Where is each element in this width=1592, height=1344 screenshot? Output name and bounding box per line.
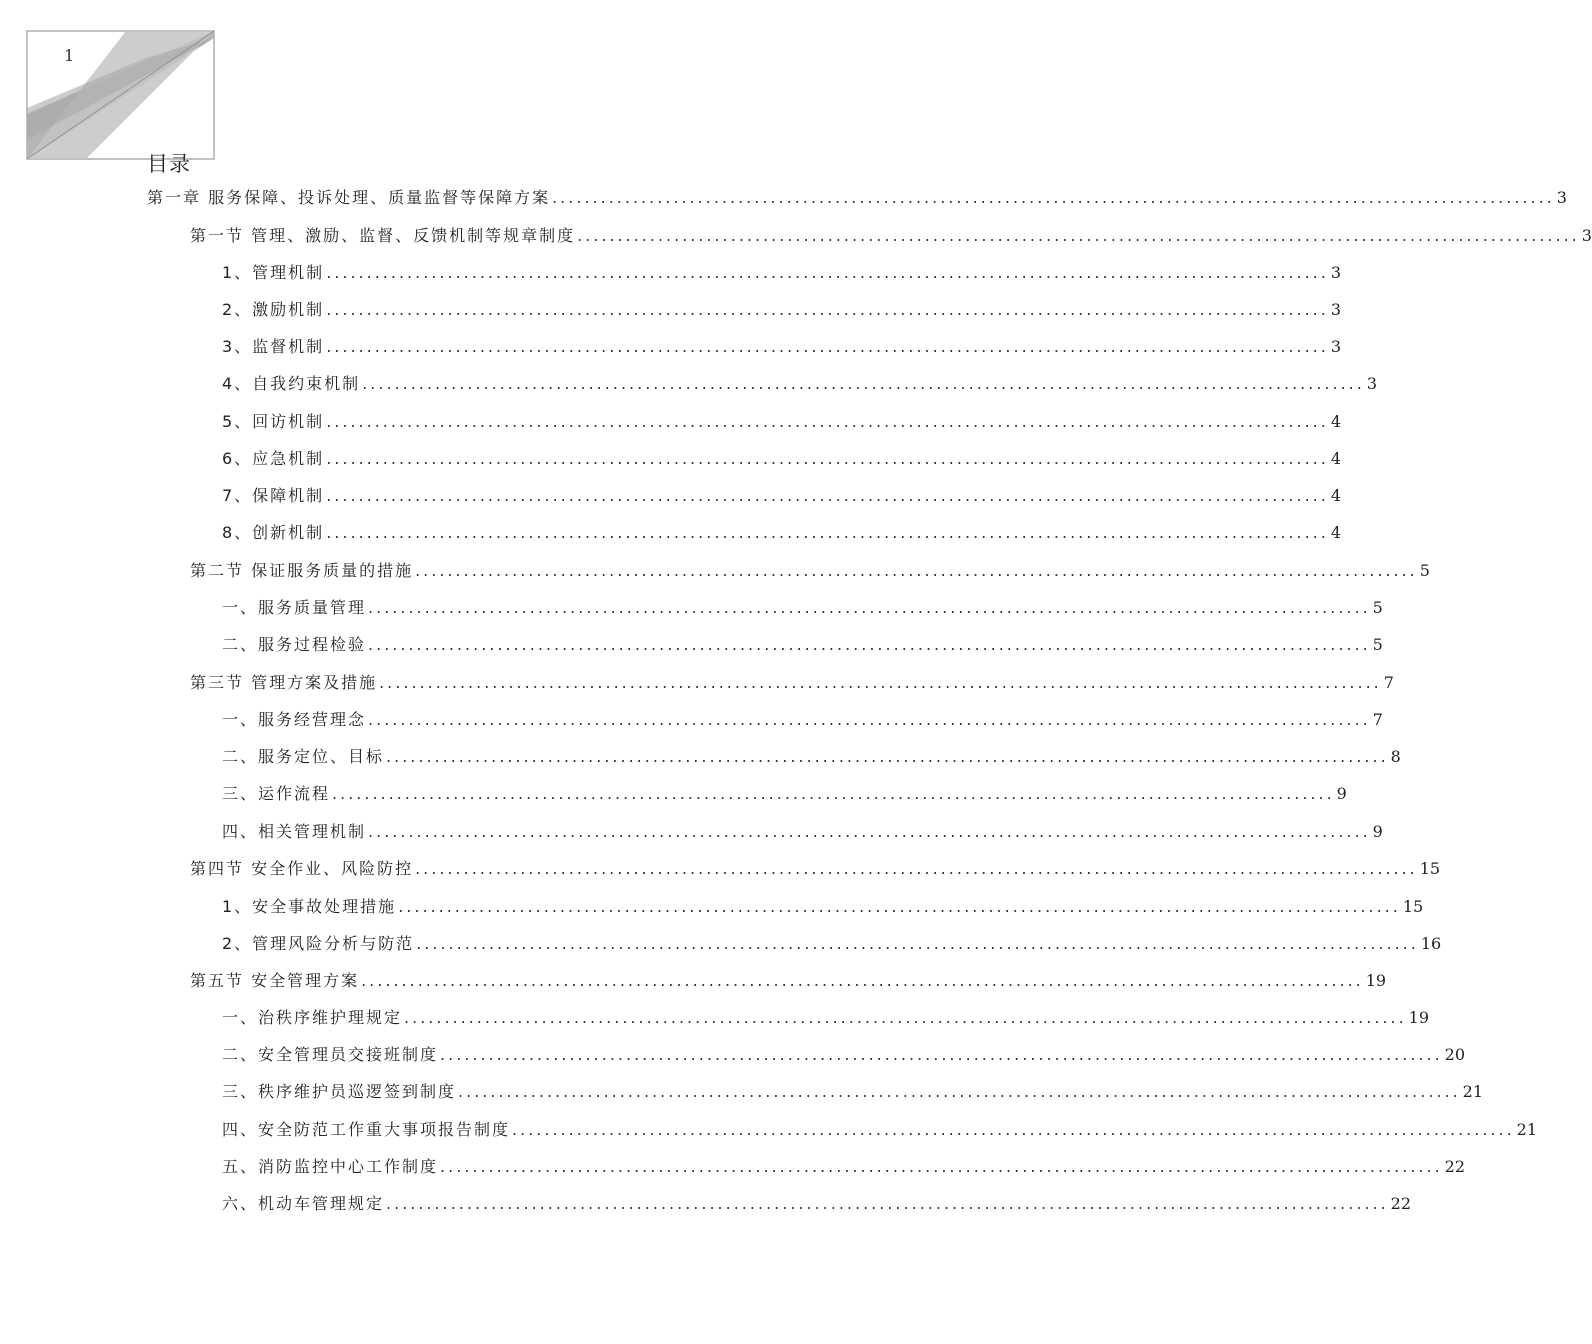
toc-entry-label: 第五节 安全管理方案 [190,971,360,990]
toc-entry[interactable] [222,597,1383,619]
toc-entry-label: 一、服务经营理念 [222,710,367,729]
toc-leader-dots: ............................................................................................................................ [326,300,1329,319]
toc-entry-label: 3、监督机制 [222,337,325,356]
toc-leader-dots: ............................................................................................................................ [404,1008,1407,1027]
toc-leader-dots: ............................................................................................................................ [386,1194,1389,1213]
toc-leader-dots: ............................................................................................................................ [440,1045,1443,1064]
toc-leader-dots: ............................................................................................................................ [326,337,1329,356]
toc-entry-label: 三、运作流程 [222,784,331,803]
toc-entry-label: 二、服务过程检验 [222,635,367,654]
toc-entry[interactable] [190,672,1394,694]
toc-entry-label: 6、应急机制 [222,449,325,468]
toc-entry-label: 7、保障机制 [222,486,325,505]
toc-entry-label: 第一章 服务保障、投诉处理、质量监督等保障方案 [147,188,551,207]
toc-leader-dots: ............................................................................................................................ [326,523,1329,542]
toc-entry[interactable] [222,1007,1430,1029]
toc-entry-label: 2、激励机制 [222,300,325,319]
toc-entry-page: 3 [1581,226,1592,245]
toc-leader-dots: ............................................................................................................................ [326,486,1329,505]
toc-entry-page: 20 [1444,1045,1466,1064]
toc-entry-page: 21 [1516,1120,1538,1139]
toc-entry-page: 5 [1372,635,1383,654]
toc-entry[interactable] [147,187,1567,209]
toc-entry-page: 21 [1462,1082,1484,1101]
toc-entry[interactable] [222,522,1342,544]
toc-leader-dots: ............................................................................................................................ [368,635,1371,654]
toc-entry-label: 二、安全管理员交接班制度 [222,1045,439,1064]
toc-entry-label: 第三节 管理方案及措施 [190,673,378,692]
toc-entry[interactable] [222,1081,1484,1103]
toc-entry[interactable] [222,1119,1538,1141]
page-number: 1 [64,46,75,65]
toc-entry-page: 8 [1390,747,1401,766]
toc-entry-page: 3 [1366,374,1378,393]
toc-leader-dots: ............................................................................................................................ [326,263,1329,282]
toc-entry-label: 三、秩序维护员巡逻签到制度 [222,1082,457,1101]
toc-leader-dots: ............................................................................................................................ [512,1120,1515,1139]
toc-entry-page: 3 [1330,263,1342,282]
toc-entry[interactable] [222,373,1378,395]
toc-entry-page: 3 [1330,337,1342,356]
toc-entry[interactable] [190,225,1592,247]
toc-entry-label: 第一节 管理、激励、监督、反馈机制等规章制度 [190,226,576,245]
toc-entry-label: 1、安全事故处理措施 [222,897,397,916]
corner-decoration-graphic [26,30,216,162]
toc-entry-label: 四、安全防范工作重大事项报告制度 [222,1120,511,1139]
toc-entry[interactable] [222,746,1401,768]
toc-entry-page: 15 [1419,859,1441,878]
toc-leader-dots: ............................................................................................................................ [398,897,1401,916]
toc-leader-dots: ............................................................................................................................ [368,598,1371,617]
toc-entry-label: 一、服务质量管理 [222,598,367,617]
toc-entry[interactable] [222,821,1383,843]
toc-entry[interactable] [222,634,1383,656]
toc-leader-dots: ............................................................................................................................ [326,412,1329,431]
toc-entry[interactable] [222,709,1383,731]
toc-entry-page: 22 [1444,1157,1466,1176]
toc-entry[interactable] [222,411,1342,433]
toc-entry-page: 7 [1372,710,1383,729]
toc-entry-page: 22 [1390,1194,1412,1213]
toc-leader-dots: ............................................................................................................................ [458,1082,1461,1101]
toc-entry-label: 第二节 保证服务质量的措施 [190,561,414,580]
toc-entry[interactable] [222,933,1442,955]
toc-entry-label: 二、服务定位、目标 [222,747,385,766]
toc-leader-dots: ............................................................................................................................ [368,822,1371,841]
toc-leader-dots: ............................................................................................................................ [386,747,1389,766]
toc-entry[interactable] [190,858,1441,880]
toc-leader-dots: ............................................................................................................................ [332,784,1335,803]
toc-entry-label: 2、管理风险分析与防范 [222,934,415,953]
toc-entry-page: 4 [1330,523,1342,542]
toc-leader-dots: ............................................................................................................................ [368,710,1371,729]
toc-entry[interactable] [222,1044,1466,1066]
toc-entry-label: 8、创新机制 [222,523,325,542]
toc-entry-page: 4 [1330,412,1342,431]
toc-entry-label: 五、消防监控中心工作制度 [222,1157,439,1176]
toc-entry[interactable] [222,299,1342,321]
toc-entry-page: 5 [1372,598,1383,617]
toc-entry[interactable] [222,1156,1466,1178]
toc-leader-dots: ............................................................................................................................ [415,859,1418,878]
toc-leader-dots: ............................................................................................................................ [362,374,1365,393]
toc-leader-dots: ............................................................................................................................ [415,561,1418,580]
toc-entry-page: 9 [1372,822,1383,841]
toc-entry[interactable] [190,560,1430,582]
toc-leader-dots: ............................................................................................................................ [552,188,1555,207]
toc-entry-page: 3 [1556,188,1567,207]
toc-title: 目录 [147,152,191,176]
toc-entry-page: 16 [1420,934,1442,953]
toc-entry-page: 5 [1419,561,1430,580]
toc-leader-dots: ............................................................................................................................ [416,934,1419,953]
toc-entry[interactable] [222,448,1342,470]
toc-entry-page: 15 [1402,897,1424,916]
toc-leader-dots: ............................................................................................................................ [326,449,1329,468]
toc-entry-label: 四、相关管理机制 [222,822,367,841]
toc-entry-page: 7 [1383,673,1394,692]
toc-entry[interactable] [222,896,1424,918]
toc-entry[interactable] [222,1193,1412,1215]
toc-entry-page: 19 [1408,1008,1430,1027]
toc-leader-dots: ............................................................................................................................ [379,673,1382,692]
toc-entry[interactable] [190,970,1387,992]
toc-entry-page: 4 [1330,449,1342,468]
toc-entry-label: 第四节 安全作业、风险防控 [190,859,414,878]
toc-entry[interactable] [222,783,1347,805]
toc-entry-label: 5、回访机制 [222,412,325,431]
toc-entry[interactable] [222,262,1342,284]
toc-entry-label: 六、机动车管理规定 [222,1194,385,1213]
toc-entry-page: 4 [1330,486,1342,505]
toc-entry[interactable] [222,485,1342,507]
toc-entry-page: 9 [1336,784,1347,803]
toc-entry-page: 19 [1365,971,1387,990]
toc-leader-dots: ............................................................................................................................ [440,1157,1443,1176]
toc-leader-dots: ............................................................................................................................ [577,226,1580,245]
toc-leader-dots: ............................................................................................................................ [361,971,1364,990]
toc-entry[interactable] [222,336,1342,358]
toc-entry-page: 3 [1330,300,1342,319]
toc-entry-label: 1、管理机制 [222,263,325,282]
toc-entry-label: 4、自我约束机制 [222,374,361,393]
toc-entry-label: 一、治秩序维护理规定 [222,1008,403,1027]
